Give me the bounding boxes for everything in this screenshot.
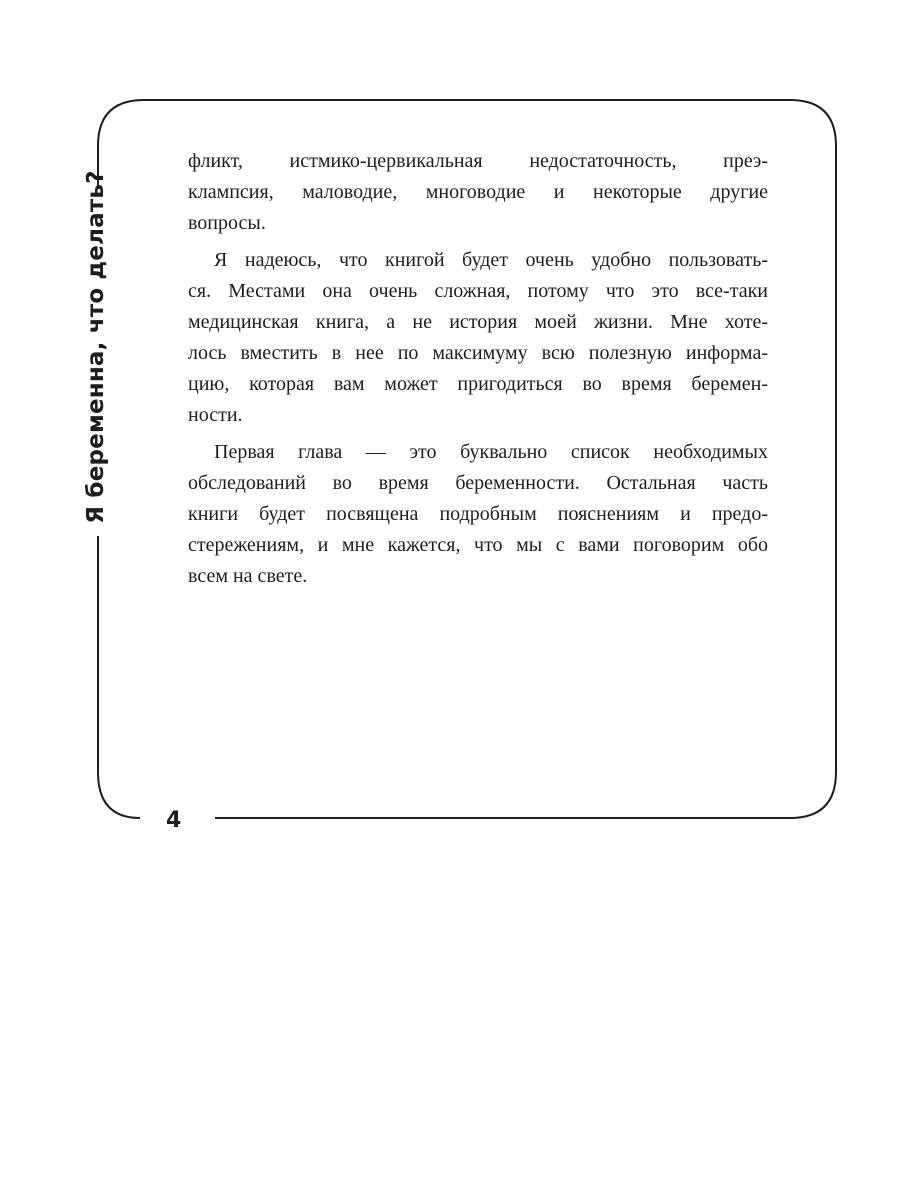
text-line: медицинская книга, а не история моей жизни. Мне хоте- [188, 311, 768, 333]
text-line: обследований во время беременности. Остальная часть [188, 472, 768, 494]
running-header-text: Я беременна, что делать? [83, 170, 109, 524]
text-line: цию, которая вам может пригодиться во время беремен- [188, 373, 768, 395]
text-line: ся. Местами она очень сложная, потому что это все-таки [188, 280, 768, 302]
text-line: ности. [188, 404, 243, 426]
text-line: Я надеюсь, что книгой будет очень удобно пользовать- [214, 249, 768, 271]
paragraph [188, 245, 768, 431]
text-line: лось вместить в нее по максимуму всю полезную информа- [188, 342, 768, 364]
text-line: книги будет посвящена подробным пояснениям и предо- [188, 503, 768, 525]
text-line: фликт, истмико-цервикальная недостаточность, преэ- [188, 150, 768, 172]
paragraph [188, 146, 768, 239]
paragraph [188, 437, 768, 592]
frame-border-lower [98, 536, 140, 818]
page-number: 4 [166, 808, 182, 833]
text-line: стережениям, и мне кажется, что мы с вами поговорим обо [188, 534, 768, 556]
body-text [188, 146, 768, 598]
text-line: клампсия, маловодие, многоводие и некоторые другие [188, 181, 768, 203]
text-line: вопросы. [188, 212, 266, 234]
text-line: всем на свете. [188, 565, 308, 587]
text-line: Первая глава — это буквально список необходимых [214, 441, 768, 463]
